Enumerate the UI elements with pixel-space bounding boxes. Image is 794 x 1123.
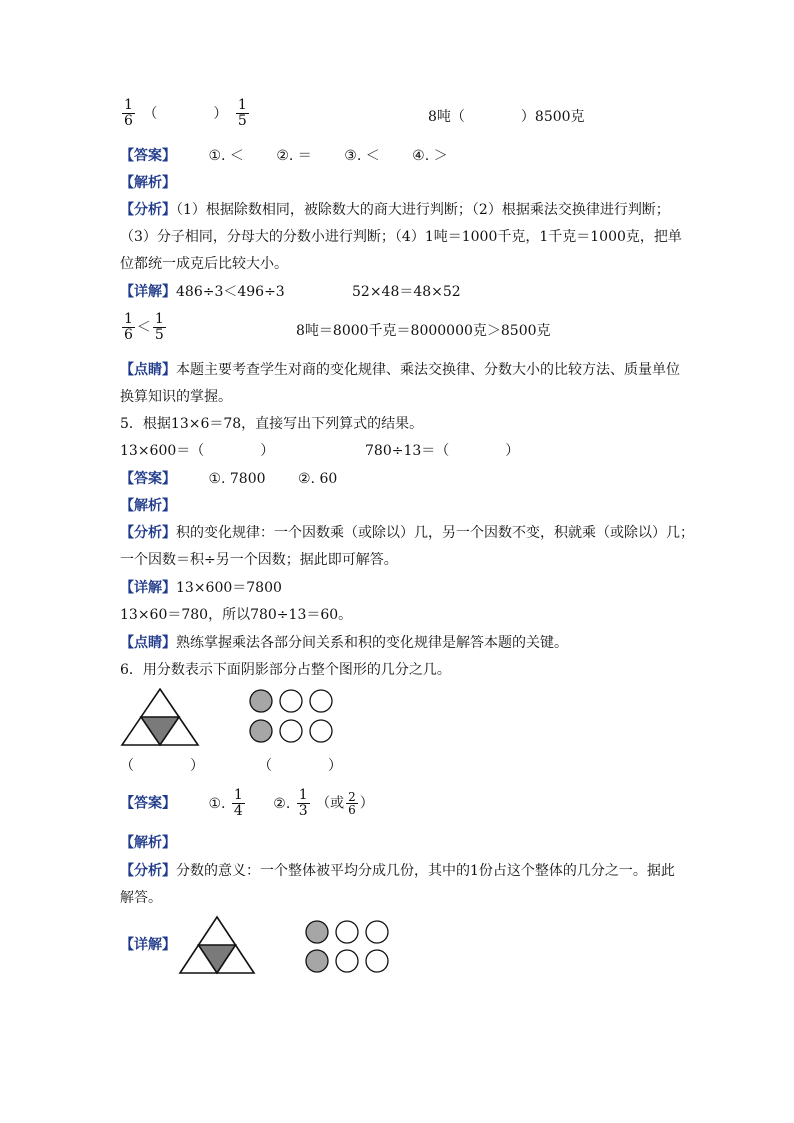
fraction-one-fifth: $\frac{1}{5}$ (237, 97, 247, 129)
answer-label: 【答案】 (120, 471, 176, 487)
triangle-figure (120, 688, 200, 746)
circle-shaded (250, 690, 272, 712)
fenxi-label: 【分析】 (120, 863, 176, 879)
circle (336, 950, 358, 972)
answer-row (120, 146, 448, 166)
circles-figure (248, 688, 338, 746)
dianjing-label: 【点睛】 (120, 362, 176, 378)
dianjing-line-2: 换算知识的掌握。 (120, 389, 232, 405)
fraction-one-sixth: $\frac{1}{6}$ (124, 311, 133, 343)
detail-label: 【详解】 (120, 580, 176, 596)
or-open: （或 (316, 795, 345, 812)
analysis-label: 【解析】 (120, 175, 176, 191)
dianjing-line-1: 【点睛】本题主要考查学生对商的变化规律、乘法交换律、分数大小的比较方法、质量单位 (120, 362, 680, 378)
circle (336, 921, 358, 943)
compare-fraction-row (120, 98, 251, 129)
circle (366, 921, 388, 943)
detail-label: 【详解】 (120, 937, 176, 953)
detail-b: 52×48＝48×52 (352, 284, 461, 300)
detail-row: 【详解】486÷3＜496÷3 (120, 284, 285, 300)
circles-figure-detail (304, 919, 394, 975)
fraction-one-fourth: $\frac{1}{4}$ (233, 787, 243, 819)
circle (310, 690, 332, 712)
question-6: 6．用分数表示下面阴影部分占整个图形的几分之几。 (120, 662, 451, 678)
analysis-label: 【解析】 (120, 835, 176, 851)
analysis-label: 【解析】 (120, 498, 176, 514)
answer-2: ②. ＝ (276, 148, 312, 164)
or-close: ） (359, 795, 374, 812)
detail-line-2: 13×60＝780，所以780÷13＝60。 (120, 607, 353, 623)
detail-fraction-compare: $\frac{1}{6}$ ＜ $\frac{1}{5}$ (124, 311, 164, 343)
blank-paren: （ ） (143, 105, 228, 122)
circle-shaded (250, 720, 272, 742)
answer-2: ②. 60 (298, 471, 338, 487)
fenxi-line-3: 位都统一成克后比较大小。 (120, 256, 288, 272)
answer-label: 【答案】 (120, 795, 176, 812)
answer-3: ③. ＜ (344, 148, 380, 164)
circle-shaded (306, 950, 328, 972)
blank-b: （ ） (258, 758, 342, 774)
circle (280, 720, 302, 742)
expr-a: 13×600＝（ ） (120, 443, 275, 459)
circle (310, 720, 332, 742)
answer-1-prefix: ①. (208, 795, 226, 812)
circle (280, 690, 302, 712)
fenxi-line-2: 一个因数＝积÷另一个因数；据此即可解答。 (120, 552, 398, 568)
fenxi-line-1: 【分析】（1）根据除数相同，被除数大的商大进行判断；（2）根据乘法交换律进行判断； (120, 202, 670, 218)
dianjing-label: 【点睛】 (120, 635, 176, 651)
answer-1: ①. ＜ (208, 148, 244, 164)
answer-row (120, 788, 374, 819)
fenxi-label: 【分析】 (120, 525, 176, 541)
detail-c: 8吨＝8000千克＝8000000克＞8500克 (296, 323, 551, 339)
circle (366, 950, 388, 972)
fenxi-label: 【分析】 (120, 202, 176, 218)
fraction-one-third: $\frac{1}{3}$ (298, 787, 308, 819)
question-5: 5．根据13×6＝78，直接写出下列算式的结果。 (120, 416, 424, 432)
fenxi-line-1: 【分析】积的变化规律：一个因数乘（或除以）几，另一个因数不变，积就乘（或除以）几； (120, 525, 694, 541)
answer-4: ④. ＞ (412, 148, 448, 164)
fenxi-line-2: （3）分子相同，分母大的分数小进行判断；（4）1吨＝1000千克，1千克＝1000克，把单 (120, 229, 682, 245)
detail-label: 【详解】 (120, 284, 176, 300)
fenxi-line-2: 解答。 (120, 890, 162, 906)
fraction-one-fifth: $\frac{1}{5}$ (154, 311, 164, 343)
blank-a: （ ） (120, 758, 204, 774)
answer-2-prefix: ②. (273, 795, 291, 812)
answer-row (120, 469, 337, 489)
answer-1: ①. 7800 (208, 471, 266, 487)
triangle-figure-detail (178, 916, 256, 974)
expr-b: 780÷13＝（ ） (365, 443, 520, 459)
circle-shaded (306, 921, 328, 943)
fraction-two-sixths: $\frac{2}{6}$ (348, 790, 356, 817)
fraction-one-sixth: $\frac{1}{6}$ (124, 97, 133, 129)
fenxi-line-1: 【分析】分数的意义：一个整体被平均分成几份，其中的1份占这个整体的几分之一。据此 (120, 863, 675, 879)
dianjing-line: 【点睛】熟练掌握乘法各部分间关系和积的变化规律是解答本题的关键。 (120, 635, 568, 651)
compare-mass-row: 8吨（ ）8500克 (428, 109, 585, 125)
detail-line-1: 【详解】13×600＝7800 (120, 580, 282, 596)
answer-label: 【答案】 (120, 148, 176, 164)
